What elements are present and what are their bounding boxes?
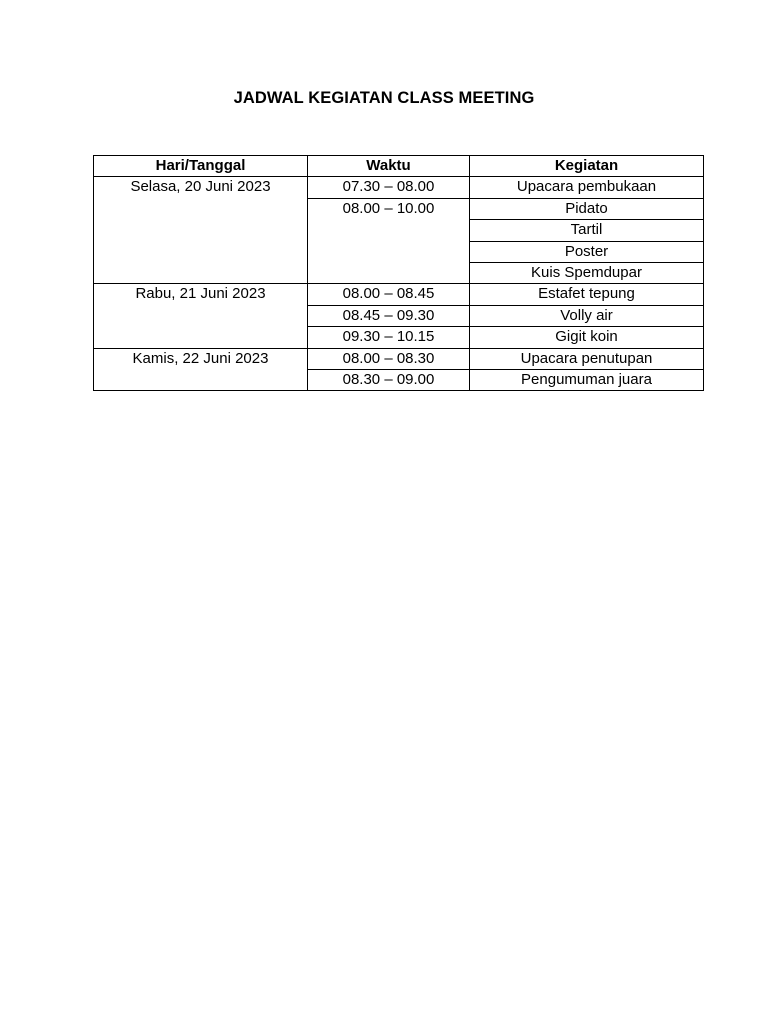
activity-cell: Estafet tepung <box>470 284 704 305</box>
activity-cell: Kuis Spemdupar <box>470 262 704 283</box>
time-cell: 08.00 – 08.30 <box>308 348 470 369</box>
table-row <box>94 348 704 369</box>
time-cell: 08.30 – 09.00 <box>308 369 470 390</box>
activity-cell: Tartil <box>470 220 704 241</box>
activity-cell: Upacara penutupan <box>470 348 704 369</box>
header-time: Waktu <box>308 156 470 177</box>
table-row <box>94 284 704 305</box>
activity-cell: Pengumuman juara <box>470 369 704 390</box>
time-cell: 09.30 – 10.15 <box>308 327 470 348</box>
activity-cell: Upacara pembukaan <box>470 177 704 198</box>
day-cell: Selasa, 20 Juni 2023 <box>94 177 308 284</box>
header-day: Hari/Tanggal <box>94 156 308 177</box>
page-title: JADWAL KEGIATAN CLASS MEETING <box>233 89 535 107</box>
activity-cell: Pidato <box>470 198 704 219</box>
schedule-table <box>93 155 704 391</box>
time-cell: 08.00 – 08.45 <box>308 284 470 305</box>
activity-cell: Volly air <box>470 305 704 326</box>
table-row <box>94 177 704 198</box>
time-cell: 07.30 – 08.00 <box>308 177 470 198</box>
time-cell: 08.00 – 10.00 <box>308 198 470 284</box>
activity-cell: Gigit koin <box>470 327 704 348</box>
day-cell: Kamis, 22 Juni 2023 <box>94 348 308 391</box>
day-cell: Rabu, 21 Juni 2023 <box>94 284 308 348</box>
header-activity: Kegiatan <box>470 156 704 177</box>
activity-cell: Poster <box>470 241 704 262</box>
table-header-row <box>94 156 704 177</box>
time-cell: 08.45 – 09.30 <box>308 305 470 326</box>
